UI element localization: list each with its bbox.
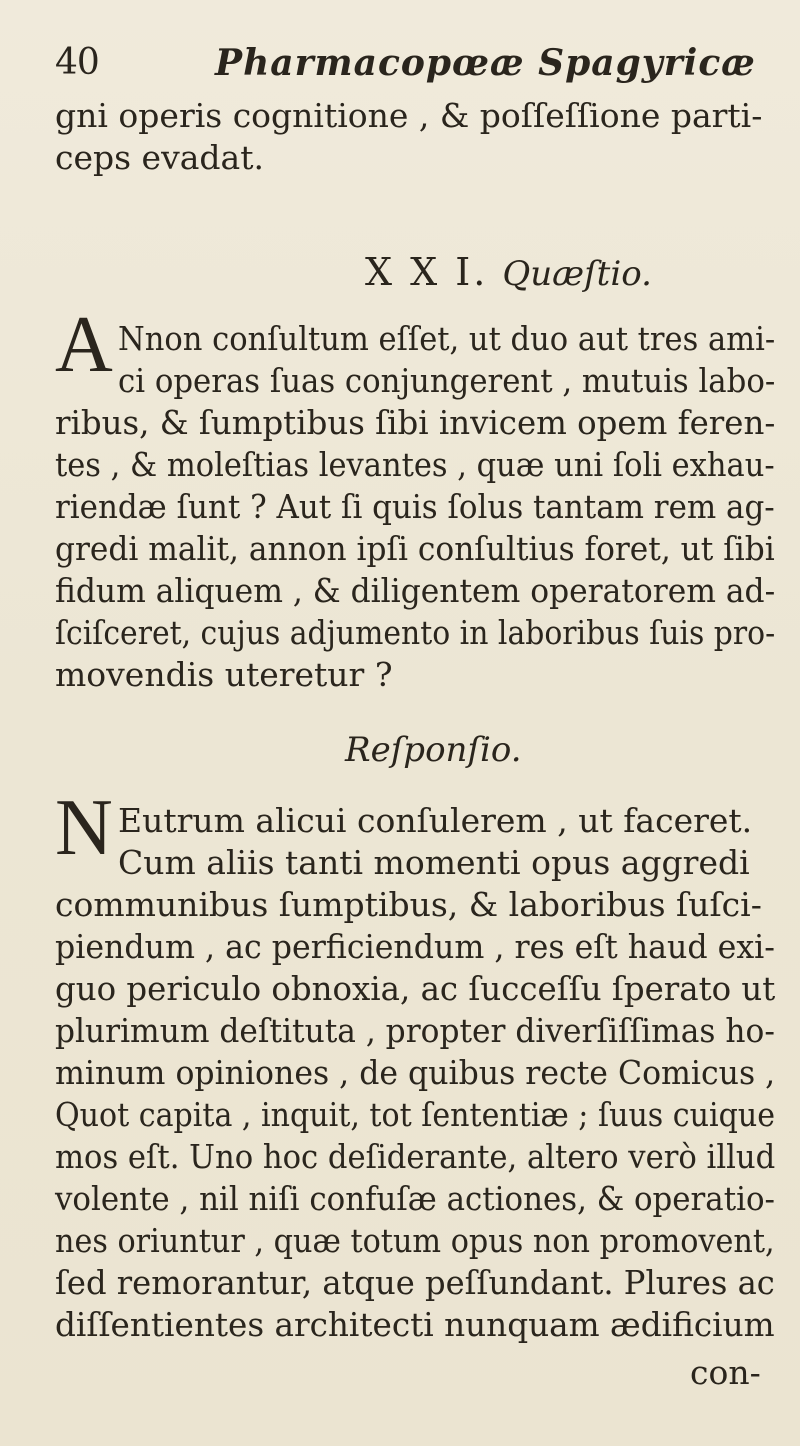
body-line: ſed remorantur, atque peſſundant. Plures ac	[55, 1263, 775, 1302]
running-title: Pharmacopœæ Spagyricæ	[215, 42, 756, 84]
body-line: nes oriuntur , quæ totum opus non promovent,	[55, 1221, 775, 1260]
body-line: Cum aliis tanti momenti opus aggredi	[118, 843, 750, 882]
body-line: ceps evadat.	[55, 138, 264, 177]
body-line: volente , nil niſi confuſæ actiones, & operatio-	[55, 1179, 775, 1218]
body-line: guo periculo obnoxia, ac ſucceſſu ſperato ut	[55, 969, 776, 1008]
body-line: mos eſt. Uno hoc deſiderante, altero verò illud	[55, 1137, 776, 1176]
response-heading: Reſponſio.	[345, 730, 522, 770]
response-drop-cap: N	[55, 784, 113, 872]
body-line: diſſentientes architecti nunquam ædificium	[55, 1305, 775, 1344]
body-line: ſciſceret, cujus adjumento in laboribus ſuis pro-	[55, 613, 776, 652]
page-number: 40	[55, 42, 99, 83]
question-heading	[365, 250, 652, 294]
body-line: Nnon conſultum eſſet, ut duo aut tres ami-	[118, 319, 776, 358]
body-line: gni operis cognitione , & poſſeſſione parti-	[55, 96, 763, 135]
question-number: X X I.	[365, 250, 489, 294]
question-drop-cap: A	[55, 301, 113, 389]
body-line: ci operas ſuas conjungerent , mutuis labo-	[118, 361, 776, 400]
body-line: tes , & moleſtias levantes , quæ uni ſoli exhau-	[55, 445, 775, 484]
body-line: ribus, & ſumptibus ſibi invicem opem feren-	[55, 403, 776, 442]
body-line: Quot capita , inquit, tot ſententiæ ; ſuus cuique	[55, 1095, 776, 1134]
body-line: movendis uteretur ?	[55, 655, 393, 694]
body-line: riendæ ſunt ? Aut ſi quis ſolus tantam rem ag-	[55, 487, 775, 526]
question-label: Quæſtio.	[502, 254, 652, 294]
body-line: minum opiniones , de quibus recte Comicus ,	[55, 1053, 776, 1092]
body-line: gredi malit, annon ipſi conſultius foret, ut ſibi	[55, 529, 775, 568]
page-header	[55, 42, 760, 88]
body-line: piendum , ac perficiendum , res eſt haud exi-	[55, 927, 775, 966]
body-line: communibus ſumptibus, & laboribus ſuſci-	[55, 885, 762, 924]
body-line: fidum aliquem , & diligentem operatorem ad-	[55, 571, 776, 610]
catchword: con-	[690, 1353, 761, 1392]
body-line: Eutrum alicui conſulerem , ut faceret.	[118, 801, 753, 840]
body-line: plurimum deſtituta , propter diverſiſſimas ho-	[55, 1011, 775, 1050]
